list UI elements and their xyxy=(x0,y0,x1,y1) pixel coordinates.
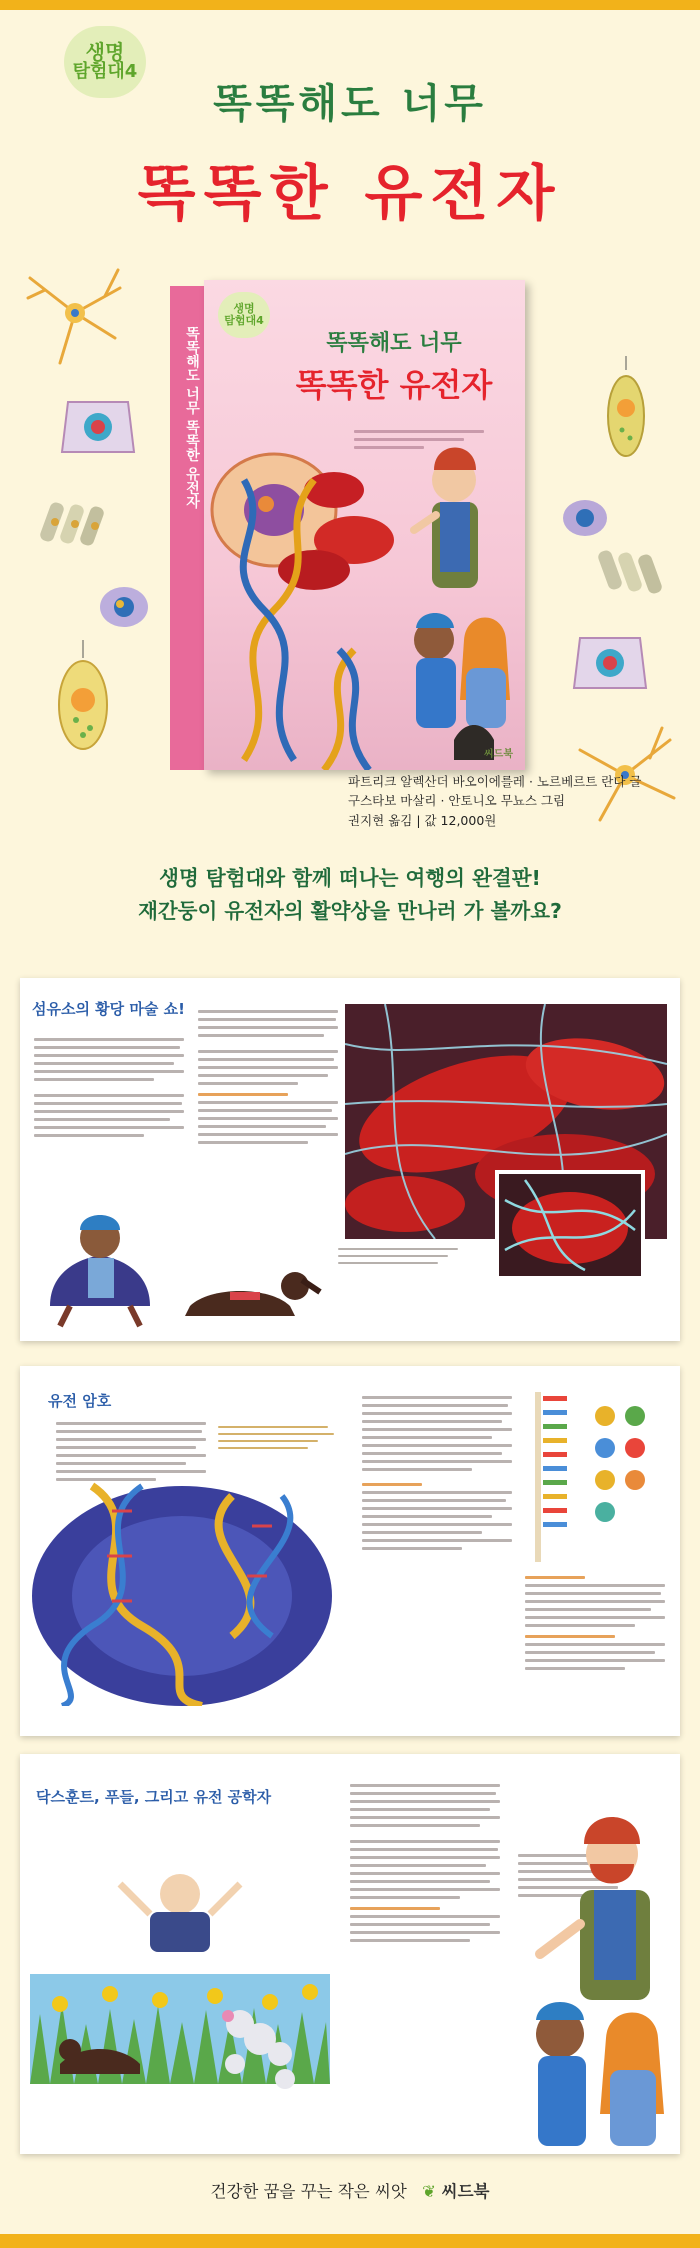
spread-2-caption xyxy=(218,1426,338,1454)
book-spine xyxy=(170,286,206,770)
spread-1 xyxy=(20,978,680,1341)
spread-1-inset-illustration xyxy=(495,1170,645,1280)
cover-title-line2: 똑똑한 유전자 xyxy=(295,366,493,404)
book-cover-3d xyxy=(170,280,525,770)
spread-2 xyxy=(20,1366,680,1736)
cover-series-badge xyxy=(218,292,270,338)
cover-publisher: 씨드북 xyxy=(484,749,513,760)
cover-illustration xyxy=(204,420,525,770)
spread-1-characters xyxy=(30,1196,350,1336)
credits-authors: 파트리크 알렉산더 바오이에를레 · 노르베르트 란다 글 xyxy=(348,774,642,789)
title-line1: 똑똑해도 너무 xyxy=(213,81,487,127)
credits-translator-price: 권지현 옮김 | 값 12,000원 xyxy=(348,812,497,828)
spread-1-title: 섬유소의 황당 마술 쇼! xyxy=(32,1000,185,1018)
spread-3-text-col1 xyxy=(350,1784,500,1947)
spread-3-garden-illustration xyxy=(30,1824,330,2124)
spread-1-text-col1 xyxy=(34,1038,184,1142)
series-badge-line1: 생명 xyxy=(85,40,125,65)
round-cell-right xyxy=(560,496,610,540)
spread-2-base-pairs-diagram xyxy=(525,1386,675,1566)
cells-group-left xyxy=(40,492,110,562)
spread-3 xyxy=(20,1754,680,2154)
spread-2-text-col2 xyxy=(362,1396,512,1555)
credits-illustrators: 구스타보 마살리 · 안토니오 무뇨스 그림 xyxy=(348,793,566,809)
oval-cell-left xyxy=(48,640,118,760)
footer-publisher-name: 씨드북 xyxy=(441,2182,490,2201)
spread-1-caption xyxy=(338,1248,468,1269)
spread-1-text-col2 xyxy=(198,1010,338,1149)
spread-3-characters xyxy=(500,1794,680,2154)
bottom-band xyxy=(0,2234,700,2248)
series-badge-line2: 탐험대4 xyxy=(72,61,138,83)
book-spine-title: 똑똑해도 너무 똑똑한 유전자 xyxy=(184,326,200,509)
footer xyxy=(0,2178,700,2202)
cells-group-right xyxy=(598,540,668,610)
cover-series-badge-line1: 생명 xyxy=(233,301,255,315)
footer-publisher-logo xyxy=(422,2178,489,2202)
cover-series-badge-line2: 탐험대4 xyxy=(224,314,264,327)
publisher-leaf-icon: ❦ xyxy=(422,2182,436,2201)
footer-slogan: 건강한 꿈을 꾸는 작은 씨앗 xyxy=(210,2182,407,2201)
title-line2: 똑똑한 유전자 xyxy=(137,159,563,229)
spread-2-text-col3 xyxy=(525,1576,665,1675)
spread-2-title: 유전 암호 xyxy=(48,1392,112,1410)
tagline xyxy=(0,862,700,928)
neuron-illustration-left xyxy=(20,258,130,368)
tagline-line1: 생명 탐험대와 함께 떠나는 여행의 완결판! xyxy=(159,866,541,890)
round-cell-left xyxy=(96,582,152,632)
cell-illustration-left xyxy=(58,392,138,462)
spread-3-title: 닥스훈트, 푸들, 그리고 유전 공학자 xyxy=(36,1788,272,1806)
book-front-cover xyxy=(204,280,525,770)
cover-title-line1: 똑똑해도 너무 xyxy=(326,331,462,356)
top-band xyxy=(0,0,700,10)
book-credits xyxy=(348,772,678,830)
spread-2-dna-illustration xyxy=(32,1466,332,1706)
oval-cell-right xyxy=(600,356,652,464)
tagline-line2: 재간둥이 유전자의 활약상을 만나러 가 볼까요? xyxy=(138,898,562,923)
cell-illustration-right xyxy=(570,628,650,698)
